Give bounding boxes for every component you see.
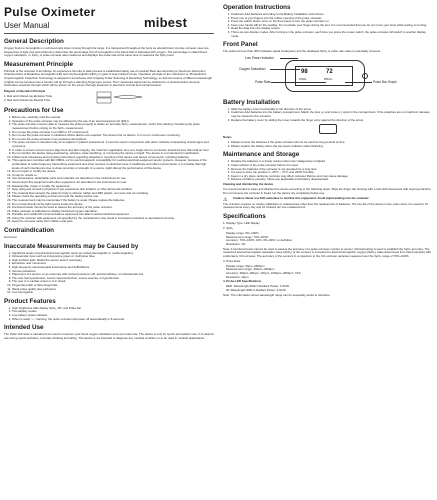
- precaution-item: 23. Pulse oximeter is calibrated to display functional oxygen saturation.: [12, 210, 214, 214]
- spec-pr-item: Display range: 0bpm~250bpm: [226, 263, 265, 268]
- features-heading: Product Features: [4, 297, 56, 305]
- precaution-item: 13. It may be unsafe to:: [12, 174, 214, 178]
- operation-step: 6. There are two display modes. After turning on the pulse oximeter, each time you press the power switch, the pulse oximeter will switch to another display mode.: [231, 31, 433, 38]
- document-title: Pulse Oximeter: [4, 5, 96, 19]
- diagram-label: Diagram of Operation Principle: [4, 89, 46, 94]
- inaccuracy-cause-item: 12. Low hemoglobin.: [12, 291, 214, 295]
- battery-step: 2. Install two AAA batteries into the battery compartment. Match the plus (+) and minus (-) signs in the compartment. If the polarities are not matched, damage may be caused to the oximeter.: [231, 111, 433, 118]
- specs-display: 1. Display Type: LED display: [223, 220, 260, 225]
- operation-step: 1. Install two AAA batteries according to the Battery Installation instructions.: [231, 13, 433, 17]
- inaccuracy-cause-item: 8. The user has hypotension, severe vasoconstriction, severe anemia, or hypothermia.: [12, 277, 214, 281]
- precaution-item: 15. Interconnect this equipment with other equipment not described in the instructions for use.: [12, 181, 214, 185]
- pulse-bar-label: Pulse Bar Graph: [373, 79, 397, 84]
- maintenance-item: 1. Replace the batteries in a timely manner when low voltage lamp is lighted.: [231, 160, 433, 164]
- principle-text: Principle of the oximeter is as follows: An experience formula of data process is established taking use of Lambert Beer law according to Spectrum Absorption Characteristics of Reductive hemoglobin (Hb) and Oxyhemoglobin (HbO₂) in glow & near-infrared zones. Operation principle of the instrument is: Photoelectric Oxyhemoglobin Inspection Technology is adopted in accordance with Capacity Pulse Scanning & Recording Technology, so that two beams of different wavelength of lights can be focused onto a human nail tip through a clamping finger-type sensor. Then measured signal can be obtained by a photosensitive element, information acquired through which will be shown on the screen through treatment in electronic circuits and microprocessor.: [4, 68, 213, 88]
- finger-sensor-icon: [96, 91, 146, 104]
- feature-item: 3. Low battery power indicator.: [12, 314, 214, 318]
- front-panel-diagram: [223, 56, 433, 96]
- inaccuracy-cause-item: 11. Weak pulse quality (low perfusion).: [12, 288, 214, 292]
- battery-step: 3. Replace the battery cover by sliding the cover towards the finger entry against the direction of the arrow.: [231, 119, 433, 123]
- general-text: Oxygen binds to hemoglobin in red blood cells when moving through the lungs. It is transported throughout the body as arterial blood. A pulse oximeter uses two frequencies of light (red and infrared) to determine the percentage (%) of hemoglobin in the blood that is saturated with oxygen. The percentage is called blood oxygen saturation, or SpO₂. A pulse oximeter also measures and displays the pulse rate at the same time it measures the SpO₂ level.: [4, 46, 209, 58]
- caution2-text: The oximeter requires no routine calibration or maintenance other than the replacement of batteries. The use life of the device is five years when it is used for 15 measurements every day and 10 minutes per one measurement.: [223, 201, 428, 210]
- inaccuracy-cause-item: 7. Placement of a sensor on an extremity with a blood pressure cuff, arterial catheter, or intravascular line.: [12, 273, 214, 277]
- inaccuracy-cause-item: 2. Intravascular dyes such as indocyanine green or methylene blue.: [12, 255, 214, 259]
- precaution-item: 21. Do not look directly at the light source inside the device.: [12, 203, 214, 207]
- spec-led-item: IR: Wavelength 905nm Radiant Power: 2.0mW: [226, 287, 286, 292]
- precaution-item: 4. Do not use the pulse oximeter in an MRI or CT environment.: [12, 131, 214, 135]
- specs-pr-title: 3. Pulse Rate: [223, 258, 241, 263]
- spo2-reading: 98: [301, 68, 308, 75]
- battery-list: [223, 108, 433, 122]
- precaution-item: 22. Functional tester cannot be used to assess the accuracy of the pulse oximeter.: [12, 206, 214, 210]
- precaution-item: 18. The material that contacts the patient's body is silicone rubber and ABS plastic, non-toxic and non-irritating.: [12, 192, 214, 196]
- spec-pr-item: Resolution: 1bpm: [226, 274, 249, 279]
- precaution-item: 20. The measurement may be inaccurate if the battery is weak. Please replace the batteries.: [12, 199, 214, 203]
- low-power-leader: [280, 58, 298, 59]
- caution-text: Caution: Never use EtO autoclave to sterilize this equipment. Avoid liquid leaking into the oximeter.: [233, 195, 370, 200]
- precaution-item: 6. Do not use the pulse oximeter in an explosive atmosphere.: [12, 138, 214, 142]
- pulse-rate-label: Pulse Rate: [255, 79, 271, 84]
- precaution-item: 8. In order to ensure correct sensor alignment and skin integrity, the maximum application time at a single site for our device should be less than half an hour.: [12, 149, 214, 153]
- maintenance-heading: Maintenance and Storage: [223, 151, 300, 159]
- operation-heading: Operation Instructions: [223, 4, 291, 11]
- spo2-label: Oxygen Saturation: [239, 66, 266, 71]
- specs-spo2-title: 2. SpO₂: [223, 226, 234, 231]
- inaccuracy-cause-item: 10. Fingernail polish or false fingernails.: [12, 284, 214, 288]
- right-column: [223, 0, 433, 299]
- inaccuracy-cause-item: 3. High ambient light. Shield the sensor area if necessary.: [12, 259, 214, 263]
- intended-use-text: The Pulse Oximeter is intended to be used to measure your blood oxygen saturation and your pulse rate. The device is only for sports and aviation use. It is ideal for use during sports activities, mountain climbing and skiing. The device is not intended to diagnose any medical condition or to be used in medical applications.: [4, 332, 214, 340]
- specs-led-title: 4. Probe LED Specifications: [223, 279, 262, 284]
- maintenance-item: 3. Remove the batteries if the oximeter is not operated for a long time.: [231, 168, 433, 172]
- specs-led-list: [223, 285, 433, 292]
- maintenance-list: [223, 160, 433, 182]
- left-column: [4, 0, 214, 342]
- battery-note: 1. Please remove the batteries if the pulse oximeter will not be used for long periods of time.: [231, 141, 433, 145]
- battery-notes-list: [223, 141, 433, 148]
- diagram-item-2: 2. Red and Infrared-ray Receipt Tube: [4, 98, 51, 103]
- spec-pr-item: Accuracy: 30bpm~99bpm: ±2bpm; 100bpm~250bpm: ±2%: [226, 271, 301, 276]
- inaccuracy-cause-item: 9. The user is in cardiac arrest or is in shock.: [12, 280, 214, 284]
- document-subtitle: User Manual: [4, 21, 50, 30]
- maintenance-item: 5. Keep in a dry place. Extreme moisture may affect oximeter lifetime and may cause damage.: [231, 175, 433, 179]
- inaccurate-heading: Inaccurate Measurements may be Caused by: [4, 242, 139, 250]
- inaccurate-list: [4, 252, 214, 295]
- maintenance-item: 2. Clean surface of the pulse oximeter before it is used.: [231, 164, 433, 168]
- precaution-item: 14. Use accessories, detachable parts and materials not described in the instructions for use.: [12, 177, 214, 181]
- operation-step: 2. Press one of your fingers into the rubber opening of the pulse oximeter.: [231, 17, 433, 21]
- battery-diagram: [223, 123, 433, 135]
- operation-step: 3. Press the switch button once on the front panel to turn the pulse oximeter on.: [231, 20, 433, 24]
- maintenance-item: 6. Dispose of battery properly; follow any applicable local battery disposal laws.: [231, 178, 433, 182]
- feature-item: 4. When it reads "---" warning, the pulse oximeter will power off automatically in 8 seconds.: [12, 318, 214, 322]
- spec-led-item: RED: Wavelength 660nm Radiant Power: 1.8mW: [226, 284, 290, 289]
- precautions-heading: Precautions for Use: [4, 107, 64, 115]
- precaution-item: 16. Disassemble, repair or modify the equipment.: [12, 185, 214, 189]
- brand-logo: mibest: [144, 15, 188, 30]
- precautions-list: [4, 116, 214, 224]
- spo2-unit-label: %SpO₂: [299, 77, 308, 81]
- cleaning-text: It is recommended to clean and disinfect the device according to the following steps. Wipe the finger clip housing with a soft cloth dampened with isopropyl alcohol. Do not immerse the oximeter in liquid. Let the device dry completely before use.: [223, 187, 432, 195]
- spec-pr-item: Measurement range: 30bpm~250bpm: [226, 267, 275, 272]
- precaution-item: 11. This equipment complies with IEC 60601-1-2 for electromagnetic compatibility for medical electrical equipment and/or systems. However, because of the proliferation of radio-frequency transmitting equipment and other sources of electrical noise in healthcare and other environments, it is possible that high levels of such interference due to close proximity or strength of a source might disrupt the performance of this device.: [12, 159, 214, 170]
- principle-diagram: [4, 89, 214, 104]
- intended-use-heading: Intended Use: [4, 324, 44, 332]
- pr-unit-label: PRbpm: [324, 77, 333, 81]
- precaution-item: 3. The pulse oximeter must be able to measure the pulse properly to obtain an accurate SpO₂ measurement. Verify that nothing is hindering the pulse measurement before relying on the SpO₂ measurement.: [12, 123, 214, 130]
- contraindication-text: Not found: [4, 235, 17, 240]
- cleaning-heading: Cleaning and disinfecting the device: [223, 181, 274, 186]
- operation-step: 5. Read the data from the display screen.: [231, 27, 433, 31]
- specs-note: Note: A functional tester cannot be used to assess the accuracy of a pulse oximeter monitor or sensor. Clinical testing is used to establish the SpO₂ accuracy. The measured arterial hemoglobin saturation value (SpO₂) of the sensors is compared to arterial hemoglobin oxygen (SaO₂) value determined from blood samples with a laboratory CO-oximeter. The accuracy of the sensors in comparison to the CO-oximeter samples measured over the SpO₂ range of 70%~100%.: [223, 246, 431, 258]
- battery-note: 2. Please replace the battery when the low power indicator starts flickering.: [231, 145, 433, 149]
- feature-item: 1. High brightness LED display SpO₂, PR, and Pulse bar.: [12, 307, 214, 311]
- precaution-item: 2. Operation of the pulse oximeter may be affected by the use of an electrosurgical unit (ESU).: [12, 120, 214, 124]
- low-power-label: Low Power Indicator: [245, 55, 274, 60]
- contraindication-heading: Contraindication: [4, 227, 55, 235]
- inaccuracy-cause-item: 4. Excessive user movement.: [12, 262, 214, 266]
- spec-spo2-item: Measurement range: 70%~100%: [226, 234, 269, 239]
- precaution-item: 5. Do not use the pulse oximeter in situations where alarms are required. The device has no alarms. It is not for continuous monitoring.: [12, 134, 214, 138]
- pulse-bar-leader: [345, 82, 372, 83]
- precaution-item: 17. Stop using and consult a physician if you experience skin irritation or other abnormal condition.: [12, 188, 214, 192]
- features-list: [4, 307, 214, 321]
- specs-pr-list: [223, 265, 433, 279]
- principle-heading: Measurement Principle: [4, 60, 73, 68]
- maintenance-item: 4. It is best to store the product in -25°C ~ 70°C and ≤93% humidity.: [231, 171, 433, 175]
- feature-item: 2. Two display modes.: [12, 310, 214, 314]
- precaution-item: 24. Portable and mobile RF communications equipment can affect medical electrical equipment.: [12, 213, 214, 217]
- spo2-leader: [270, 69, 300, 70]
- specs-spo2-list: [223, 232, 433, 246]
- specifications-heading: Specifications: [223, 212, 266, 220]
- spec-spo2-item: Accuracy: 70%~100%: ±2%; 0%~69%: no definition: [226, 238, 293, 243]
- specs-led-note: Note: The information about wavelength range can be especially useful to clinicians.: [223, 292, 331, 297]
- precaution-item: 10. Follow local ordinances and recycling instructions regarding disposal or recycling of the device and device components, including batteries.: [12, 156, 214, 160]
- front-panel-text: The pulse bar less than 30% indicates signal inadequacy and the displayed SpO₂ or pulse rate value is potentially incorrect.: [223, 49, 381, 54]
- operation-list: [223, 13, 433, 38]
- precaution-item: 7. The pulse oximeter is intended only as an adjunct in patient assessment. It must be used in conjunction with other methods of assessing clinical signs and symptoms.: [12, 141, 214, 148]
- precaution-item: 25. Using the oximeter with equipment not specified by the manufacturer may result in increased emissions or decreased immunity.: [12, 217, 214, 221]
- precaution-item: 1. Before use, carefully read the manual.: [12, 116, 214, 120]
- spec-spo2-item: Display range: 0%~100%: [226, 231, 259, 236]
- battery-notes-label: Notes:: [223, 135, 232, 140]
- general-heading: General Description: [4, 38, 64, 45]
- inaccuracy-cause-item: 6. Venous pulsations.: [12, 270, 214, 274]
- precaution-item: 9. Do not sterilize the device using autoclaving, ethylene oxide sterilizing, or immersing the device in liquid. The device is not intended for sterilization.: [12, 152, 214, 156]
- precaution-item: 26. Keep the oximeter away from children and pets.: [12, 220, 214, 224]
- battery-step: 1. Slide the battery cover horizontally in the direction of the arrow.: [231, 108, 433, 112]
- spec-spo2-item: Resolution: 1%: [226, 241, 246, 246]
- battery-compartment-icon: [319, 124, 337, 134]
- inaccuracy-cause-item: 5. High-frequency electrosurgical interference and defibrillators.: [12, 266, 214, 270]
- power-button[interactable]: [362, 73, 368, 79]
- precaution-item: 12. Do not repair or modify the device.: [12, 170, 214, 174]
- caution-icon: ⚠: [223, 196, 228, 203]
- title-divider: [4, 33, 214, 34]
- operation-step: 4. Keep your hands still for the reading. Do not shake your finger during the test. It is recommended that you do not move your body while testing is running.: [231, 24, 433, 28]
- battery-heading: Battery Installation: [223, 98, 280, 106]
- diagram-item-1: 1. Red and Infrared-ray Emission Tube: [4, 94, 53, 99]
- pr-reading: 72: [326, 68, 333, 75]
- front-panel-heading: Front Panel: [223, 41, 258, 49]
- precaution-item: 19. Please check the operating environment and the battery before use.: [12, 195, 214, 199]
- pulse-rate-leader: [271, 82, 326, 83]
- inaccuracy-cause-item: 1. Significant levels of dysfunctional hemoglobin (such as carboxyhemoglobin or methemoglobin).: [12, 252, 214, 256]
